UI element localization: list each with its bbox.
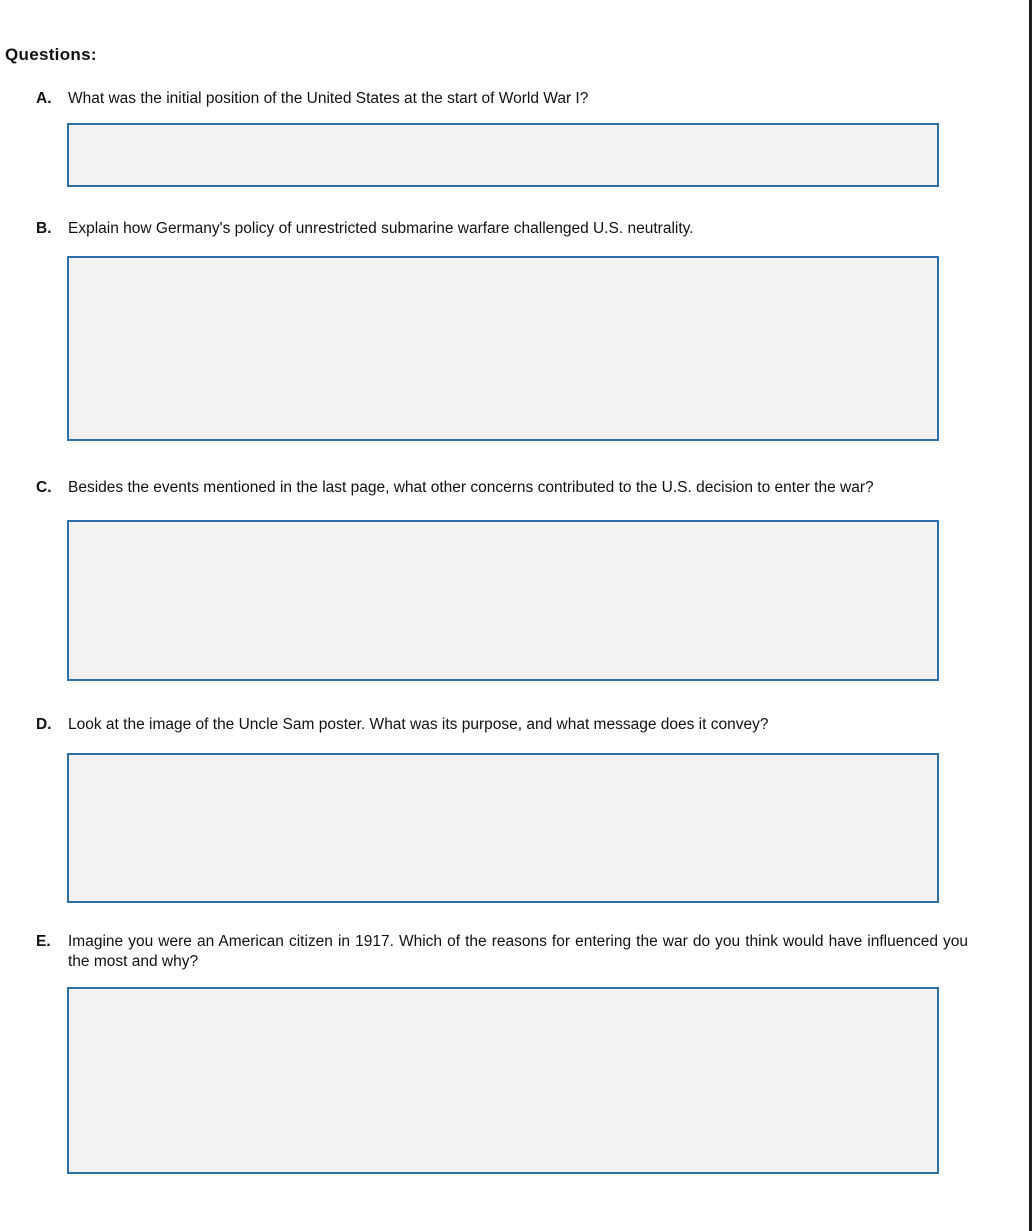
question-c xyxy=(36,478,968,498)
question-d-letter: D. xyxy=(36,716,52,733)
question-b-letter: B. xyxy=(36,220,52,237)
question-a xyxy=(36,89,968,109)
question-d xyxy=(36,715,968,735)
question-b xyxy=(36,219,968,239)
question-a-text: What was the initial position of the United States at the start of World War I? xyxy=(68,90,589,107)
answer-box-d[interactable] xyxy=(67,753,939,903)
questions-heading: Questions: xyxy=(5,45,97,64)
question-e-text: Imagine you were an American citizen in 1917. Which of the reasons for entering the war do you think would have influenced you the most and why? xyxy=(68,933,968,970)
answer-box-b[interactable] xyxy=(67,256,939,441)
question-d-text: Look at the image of the Uncle Sam poster. What was its purpose, and what message does it convey? xyxy=(68,716,769,733)
answer-box-a[interactable] xyxy=(67,123,939,187)
question-c-letter: C. xyxy=(36,479,52,496)
answer-box-c[interactable] xyxy=(67,520,939,681)
question-e-letter: E. xyxy=(36,933,51,950)
question-e xyxy=(36,932,968,972)
question-c-text: Besides the events mentioned in the last page, what other concerns contributed to the U.S. decision to enter the war? xyxy=(68,479,874,496)
answer-box-e[interactable] xyxy=(67,987,939,1174)
question-a-letter: A. xyxy=(36,90,52,107)
question-b-text: Explain how Germany's policy of unrestricted submarine warfare challenged U.S. neutrality. xyxy=(68,220,694,237)
